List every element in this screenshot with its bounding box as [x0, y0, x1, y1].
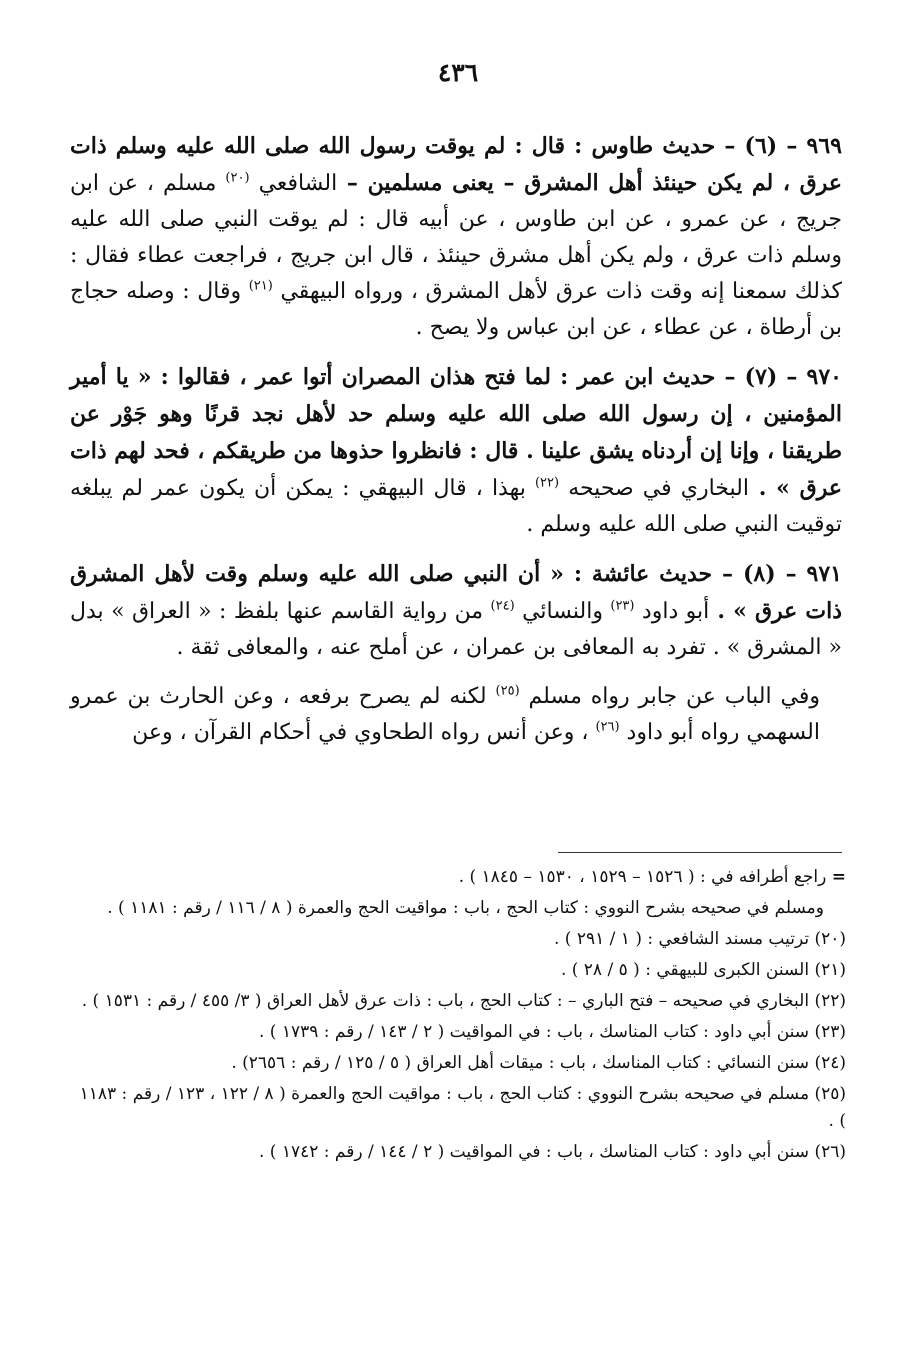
page-number: ٤٣٦	[437, 58, 479, 87]
footnote-ref-25: (٢٥)	[495, 683, 520, 699]
footnote-ref-24: (٢٤)	[490, 598, 515, 614]
hadith-970-source: البخاري في صحيحه	[559, 476, 749, 501]
footnote-ref-20: (٢٠)	[225, 170, 250, 186]
footnote-24: (٢٤) سنن النسائي : كتاب المناسك ، باب : ميقات أهل العراق ( ٥ / ١٢٥ / رقم : ٢٦٥٦) .	[231, 1053, 846, 1073]
hadith-970-takhrij: بهذا ، قال البيهقي : يمكن أن يكون عمر لم يبلغه توقيت النبي صلى الله عليه وسلم .	[70, 476, 842, 537]
footnote-separator	[558, 852, 842, 853]
hadith-970-matn: ٩٧٠ – (٧) – حديث ابن عمر : لما فتح هذان المصران أتوا عمر ، فقالوا : « يا أمير المؤمنين ، إن رسول الله صلى الله عليه وسلم حد لأهل نجد قرنًا وهو جَوْر عن طريقنا ، وإنا إن أردناه يشق علينا . قال : فانظروا حذوها من طريقكم ، فحد لهم ذات عرق » .	[70, 364, 842, 501]
fil-bab-text-1: وفي الباب عن جابر رواه مسلم	[519, 684, 820, 709]
hadith-969-takhrij: مسلم ، عن ابن جريج ، عن عمرو ، عن ابن طاوس ، عن أبيه قال : لم يوقت النبي صلى الله عليه وسلم ذات عرق ، ولم يكن أهل مشرق حينئذ ، قال ابن جريج ، فراجعت عطاء فقال : كذلك سمعنا إنه وقت ذات عرق لأهل المشرق ، ورواه البيهقي	[70, 171, 842, 304]
main-text	[70, 128, 842, 764]
hadith-971-source-2: والنسائي	[514, 599, 611, 624]
footnote-23: (٢٣) سنن أبي داود : كتاب المناسك ، باب : في المواقيت ( ٢ / ١٤٣ / رقم : ١٧٣٩ ) .	[259, 1022, 846, 1042]
footnote-ref-22: (٢٢)	[534, 475, 560, 491]
footnotes	[70, 864, 846, 1170]
footnote-25: (٢٥) مسلم في صحيحه بشرح النووي : كتاب الحج ، باب : مواقيت الحج والعمرة ( ٨ / ١٢٢ ، ١٢٣ / رقم : ١١٨٣ ) .	[79, 1084, 846, 1131]
hadith-971	[70, 556, 842, 666]
footnote-ref-23: (٢٣)	[610, 598, 635, 614]
continuation-mark: =	[831, 867, 846, 887]
fil-bab-paragraph	[70, 679, 842, 751]
hadith-971-source: أبو داود	[634, 599, 710, 624]
fil-bab-text-2: لكنه لم يصرح برفعه ، وعن الحارث بن عمرو السهمي رواه أبو داود	[70, 684, 820, 745]
fil-bab-text-3: ، وعن أنس رواه الطحاوي في أحكام القرآن ، وعن	[132, 720, 596, 745]
footnote-continuation	[70, 864, 846, 891]
hadith-971-takhrij: من رواية القاسم عنها بلفظ : « العراق » بدل « المشرق » . تفرد به المعافى بن عمران ، عن أملح عنه ، والمعافى ثقة .	[70, 599, 842, 660]
footnote-26: (٢٦) سنن أبي داود : كتاب المناسك ، باب : في المواقيت ( ٢ / ١٤٤ / رقم : ١٧٤٢ ) .	[259, 1142, 846, 1162]
hadith-970	[70, 359, 842, 543]
footnote-22: (٢٢) البخاري في صحيحه – فتح الباري – : كتاب الحج ، باب : ذات عرق لأهل العراق ( ٣/ ٤٥٥ / رقم : ١٥٣١ ) .	[81, 991, 846, 1011]
footnote-20: (٢٠) ترتيب مسند الشافعي : ( ١ / ٢٩١ ) .	[554, 929, 846, 949]
hadith-969-source: الشافعي	[249, 171, 338, 196]
continuation-line-1: راجع أطرافه في : ( ١٥٢٦ – ١٥٢٩ ، ١٥٣٠ – ١٨٤٥ ) .	[458, 867, 827, 887]
hadith-969-note: وقال : وصله حجاج بن أرطاة ، عن عطاء ، عن ابن عباس ولا يصح .	[70, 279, 842, 340]
footnote-ref-21: (٢١)	[248, 278, 273, 294]
hadith-969	[70, 128, 842, 346]
footnote-ref-26: (٢٦)	[595, 719, 620, 735]
hadith-971-matn: ٩٧١ – (٨) – حديث عائشة : « أن النبي صلى الله عليه وسلم وقت لأهل المشرق ذات عرق » .	[70, 561, 842, 624]
hadith-969-matn: ٩٦٩ – (٦) – حديث طاوس : قال : لم يوقت رسول الله صلى الله عليه وسلم ذات عرق ، لم يكن حينئذ أهل المشرق – يعنى مسلمين –	[70, 133, 842, 196]
footnote-21: (٢١) السنن الكبرى للبيهقي : ( ٥ / ٢٨ ) .	[560, 960, 846, 980]
footnote-continuation-2: ومسلم في صحيحه بشرح النووي : كتاب الحج ، باب : مواقيت الحج والعمرة ( ٨ / ١١٦ / رقم : ١١٨١ ) .	[107, 898, 824, 918]
